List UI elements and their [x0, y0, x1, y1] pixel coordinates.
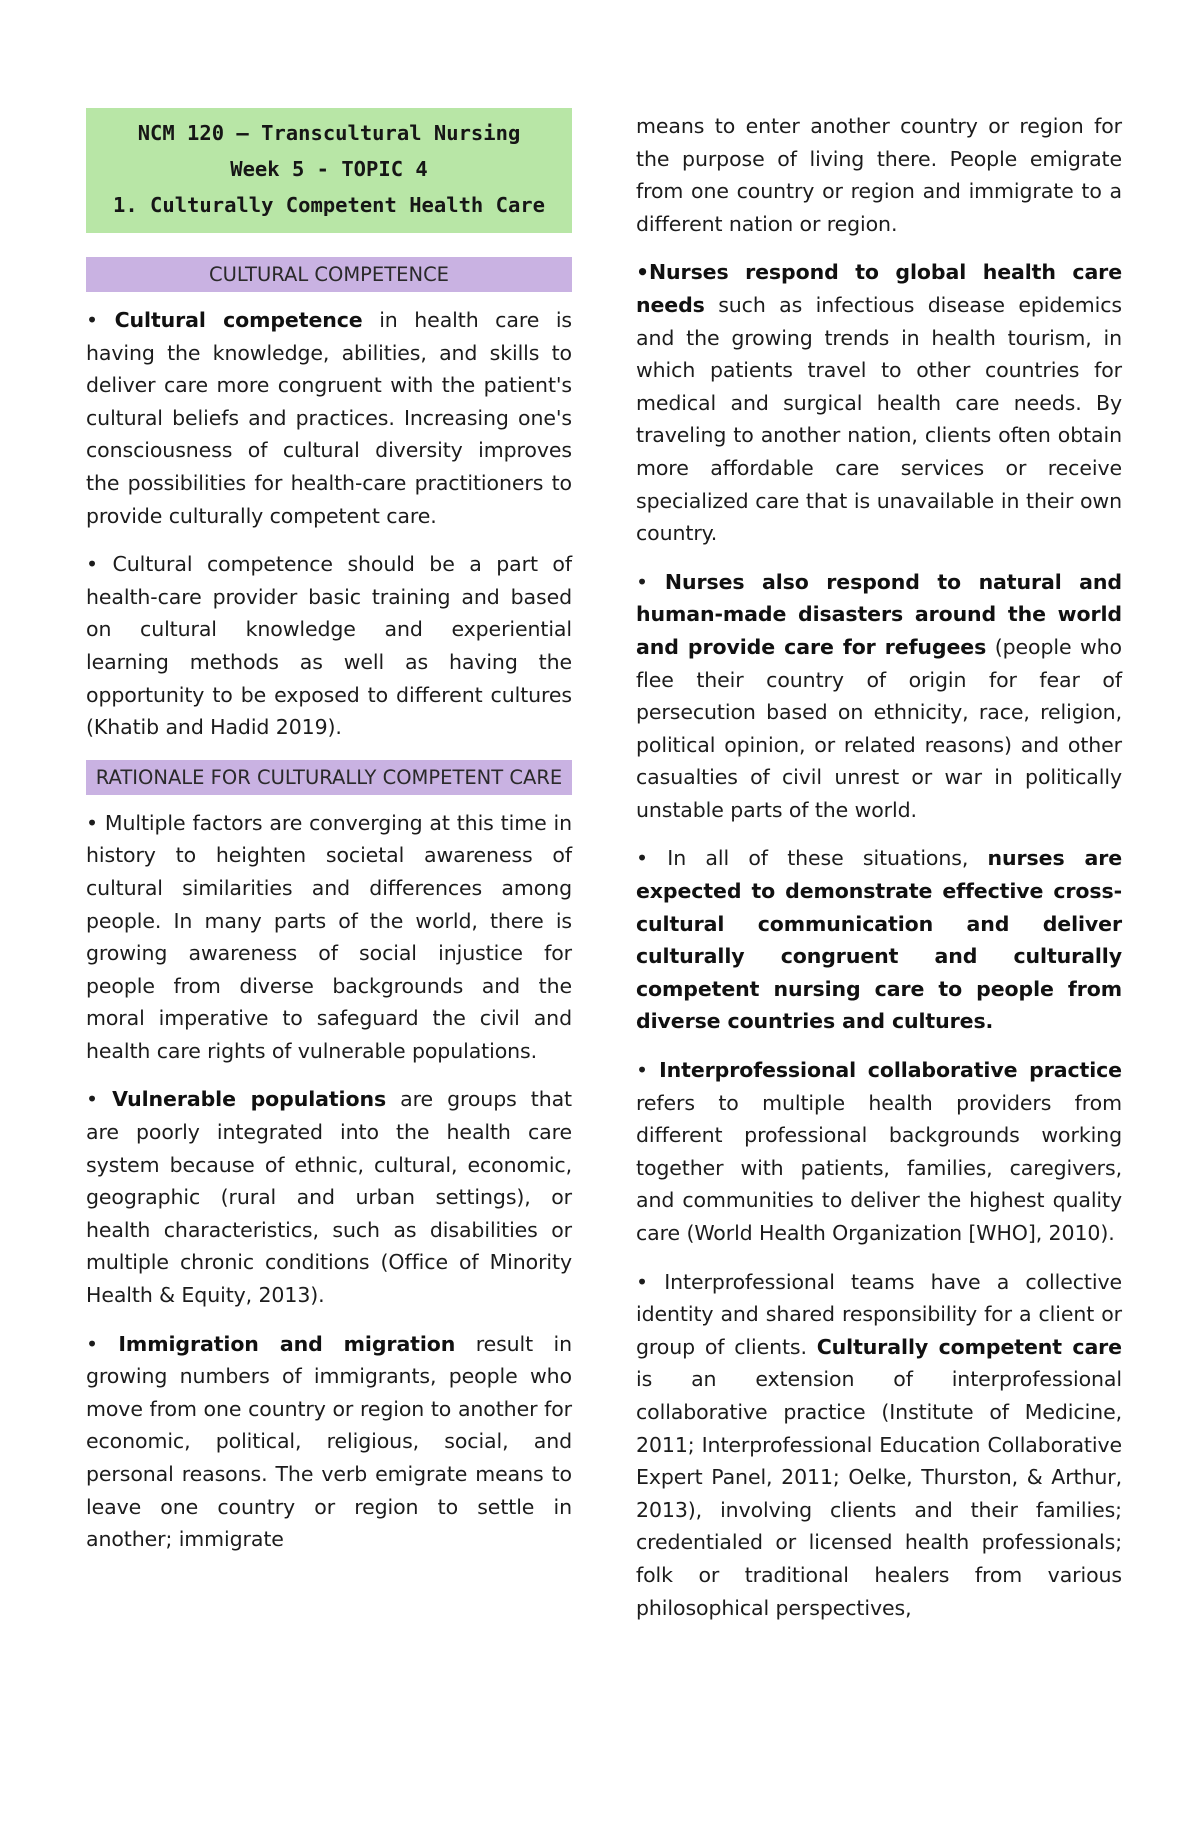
title-banner [86, 108, 572, 233]
section-heading-cultural-competence: CULTURAL COMPETENCE [86, 257, 572, 292]
bold-term: nurses are expected to demonstrate effective cross-cultural communication and deliver culturally congruent and culturally competent nursing care to people from diverse countries and cultures. [636, 846, 1123, 1034]
paragraph: • Interprofessional collaborative practice refers to multiple health providers from different professional backgrounds working together with patients, families, caregivers, and communities to deliver the highest quality care (World Health Organization [WHO], 2010). [636, 1058, 1122, 1245]
paragraph: • Cultural competence should be a part of health-care provider basic training and based on cultural knowledge and experiential learning methods as well as having the opportunity to be exposed to different cultures (Khatib and Hadid 2019). [86, 552, 572, 740]
topic-title: 1. Culturally Competent Health Care [113, 193, 545, 217]
section-heading-rationale: RATIONALE FOR CULTURALLY COMPETENT CARE [86, 760, 572, 795]
paragraph: • Nurses also respond to natural and human-made disasters around the world and provide care for refugees (people who flee their country of origin for fear of persecution based on ethnicity, race, religion, political opinion, or related reasons) and other casualties of civil unrest or war in politically unstable parts of the world. [636, 569, 1122, 822]
paragraph: •Nurses respond to global health care needs such as infectious disease epidemics and the growing trends in health tourism, in which patients travel to other countries for medical and surgical health care needs. By traveling to another nation, clients often obtain more affordable care services or receive specialized care that is unavailable in their own country. [636, 260, 1122, 546]
paragraph: • Immigration and migration result in growing numbers of immigrants, people who move from one country or region to another for economic, political, religious, social, and personal reasons. The verb emigrate means to leave one country or region to settle in another; immigrate [86, 1331, 572, 1552]
bold-term: Immigration and migration [118, 1331, 456, 1356]
bold-term: Culturally competent care [816, 1334, 1122, 1359]
right-column [636, 110, 1122, 1640]
week-topic: Week 5 - TOPIC 4 [230, 157, 428, 181]
bold-term: Nurses also respond to natural and human-made disasters around the world and provide care for refugees [636, 569, 1122, 659]
paragraph: • Vulnerable populations are groups that are poorly integrated into the health care system because of ethnic, cultural, economic, geographic (rural and urban settings), or health characteristics, such as disabilities or multiple chronic conditions (Office of Minority Health & Equity, 2013). [86, 1087, 572, 1308]
bold-term: Interprofessional collaborative practice [659, 1058, 1122, 1083]
bold-term: Cultural competence [114, 308, 363, 332]
paragraph: • Cultural competence in health care is having the knowledge, abilities, and skills to deliver care more congruent with the patient's cultural beliefs and practices. Increasing one's consciousness of cultural diversity improves the possibilities for health-care practitioners to provide culturally competent care. [86, 308, 572, 528]
paragraph: • Interprofessional teams have a collective identity and shared responsibility for a client or group of clients. Culturally competent care is an extension of interprofessional collaborative practice (Institute of Medicine, 2011; Interprofessional Education Collaborative Expert Panel, 2011; Oelke, Thurston, & Arthur, 2013), involving clients and their families; credentialed or licensed health professionals; folk or traditional healers from various philosophical perspectives, [636, 1269, 1122, 1620]
paragraph: • In all of these situations, nurses are expected to demonstrate effective cross-cultural communication and deliver culturally congruent and culturally competent nursing care to people from diverse countries and cultures. [636, 846, 1123, 1034]
bold-term: Vulnerable populations [112, 1087, 387, 1112]
bold-term: •Nurses respond to global health care needs [636, 260, 1122, 317]
paragraph: • Multiple factors are converging at this time in history to heighten societal awareness of cultural similarities and differences among people. In many parts of the world, there is growing awareness of social injustice for people from diverse backgrounds and the moral imperative to safeguard the civil and health care rights of vulnerable populations. [86, 810, 572, 1063]
course-title: NCM 120 – Transcultural Nursing [137, 121, 521, 145]
paragraph: means to enter another country or region for the purpose of living there. People emigrate from one country or region and immigrate to a different nation or region. [636, 114, 1122, 236]
left-column [86, 108, 572, 1572]
